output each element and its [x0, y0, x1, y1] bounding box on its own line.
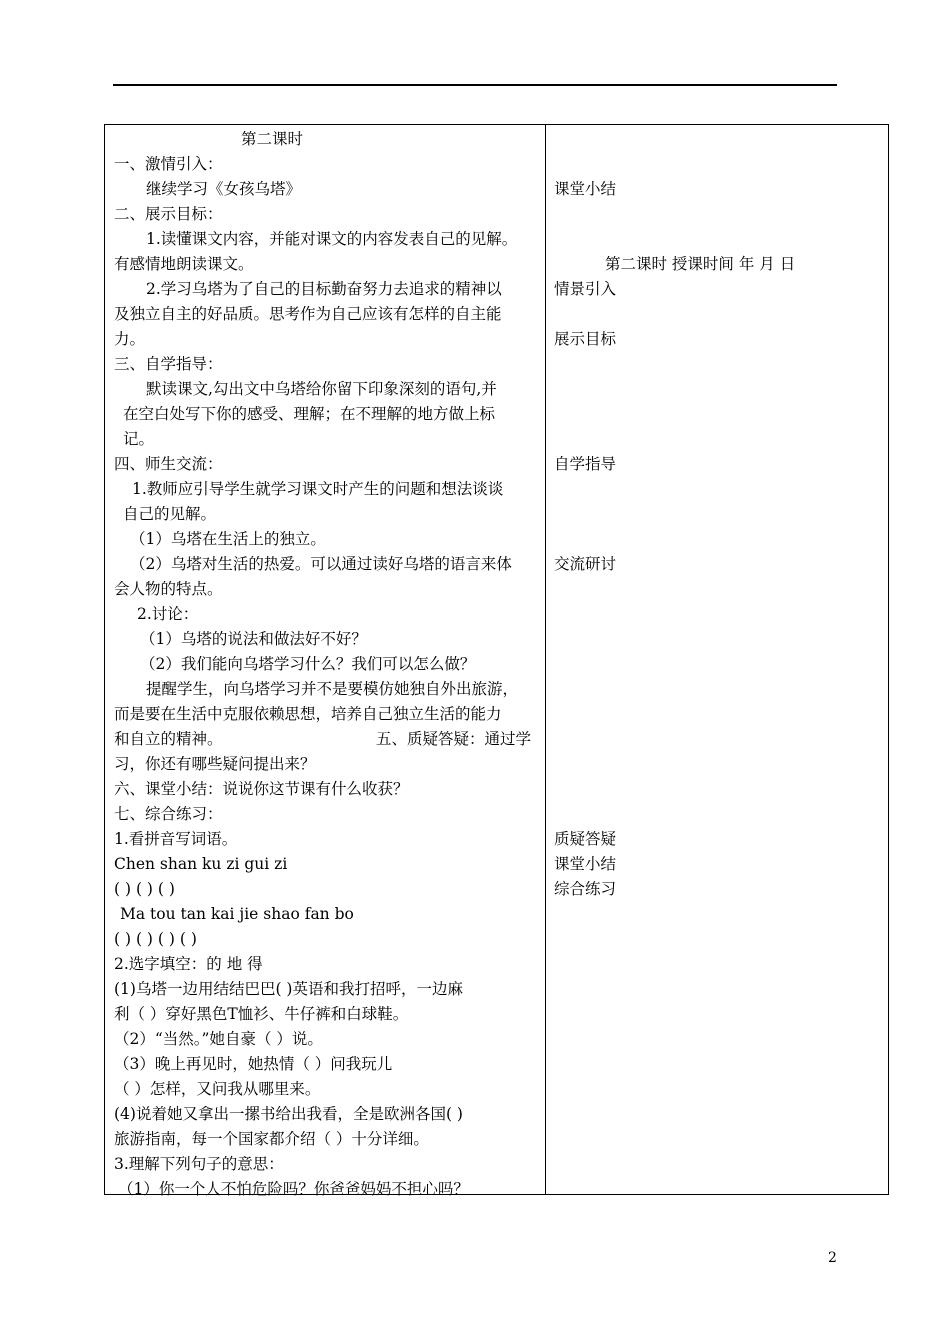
- lesson-plan-table: [104, 124, 889, 1198]
- text-line: 继续学习《女孩乌塔》: [146, 180, 302, 198]
- text-line: 旅游指南，每一个国家都介绍（ ）十分详细。: [114, 1130, 429, 1148]
- text-line: 默读课文,勾出文中乌塔给你留下印象深刻的语句,并: [146, 380, 497, 398]
- pinyin-line: Chen shan ku zi gui zi: [114, 855, 288, 873]
- lesson-title: 第二课时: [241, 130, 304, 148]
- section-heading: 七、综合练习：: [114, 805, 223, 823]
- text-line: 2.学习乌塔为了自己的目标勤奋努力去追求的精神以: [146, 280, 502, 298]
- text-line: 而是要在生活中克服依赖思想，培养自己独立生活的能力: [114, 705, 502, 723]
- text-line: （2）我们能向乌塔学习什么？我们可以怎么做？: [140, 655, 476, 673]
- answer-blanks: ( ) ( ) ( ) ( ): [114, 930, 197, 948]
- stage-label: 质疑答疑: [554, 830, 617, 848]
- text-line: 习，你还有哪些疑问提出来？: [114, 755, 316, 773]
- section-heading: 四、师生交流：: [114, 455, 223, 473]
- page-number: 2: [828, 1250, 837, 1266]
- stage-label: 展示目标: [554, 330, 617, 348]
- text-line: （1）你一个人不怕危险吗？你爸爸妈妈不担心吗？: [118, 1180, 469, 1198]
- answer-blanks: ( ) ( ) ( ): [114, 880, 175, 898]
- text-line: (4)说着她又拿出一摞书给出我看，全是欧洲各国( ): [114, 1105, 463, 1123]
- text-line: 在空白处写下你的感受、理解；在不理解的地方做上标: [123, 405, 496, 423]
- column-divider: [545, 125, 546, 1194]
- text-line: （ ）怎样，又问我从哪里来。: [114, 1080, 321, 1098]
- exercise-title: 1.看拼音写词语。: [114, 830, 238, 848]
- text-line: 2.讨论：: [137, 605, 199, 623]
- pinyin-line: Ma tou tan kai jie shao fan bo: [120, 905, 354, 923]
- text-line: 及独立自主的好品质。思考作为自己应该有怎样的自主能: [114, 305, 502, 323]
- text-line: （2）“当然。”她自豪（ ）说。: [114, 1030, 323, 1048]
- text-line: 和自立的精神。: [114, 730, 223, 748]
- text-line: 利（ ）穿好黑色T恤衫、牛仔裤和白球鞋。: [114, 1005, 409, 1023]
- text-line: 1.教师应引导学生就学习课文时产生的问题和想法谈谈: [132, 480, 504, 498]
- text-line: 记。: [123, 430, 155, 448]
- section-heading: 二、展示目标：: [114, 205, 223, 223]
- stage-label: 课堂小结: [554, 180, 617, 198]
- stage-label: 综合练习: [554, 880, 617, 898]
- lesson-time-header: 第二课时 授课时间 年 月 日: [605, 255, 796, 273]
- text-line: 有感情地朗读课文。: [114, 255, 254, 273]
- section-heading: 六、课堂小结：说说你这节课有什么收获？: [114, 780, 409, 798]
- text-line: 自己的见解。: [123, 505, 217, 523]
- section-heading: 五、质疑答疑：通过学: [376, 730, 532, 748]
- exercise-title: 2.选字填空：的 地 得: [114, 955, 263, 973]
- text-line: 提醒学生，向乌塔学习并不是要模仿她独自外出旅游，: [146, 680, 519, 698]
- text-line: （2）乌塔对生活的热爱。可以通过读好乌塔的语言来体: [130, 555, 512, 573]
- stage-label: 情景引入: [554, 280, 617, 298]
- text-line: 会人物的特点。: [114, 580, 223, 598]
- stage-label: 交流研讨: [554, 555, 617, 573]
- section-heading: 三、自学指导：: [114, 355, 223, 373]
- text-line: （3）晚上再见时，她热情（ ）问我玩儿: [114, 1055, 393, 1073]
- text-line: 力。: [114, 330, 146, 348]
- text-line: （1）乌塔在生活上的独立。: [130, 530, 326, 548]
- text-line: 1.读懂课文内容，并能对课文的内容发表自己的见解。: [146, 230, 518, 248]
- text-line: （1）乌塔的说法和做法好不好？: [140, 630, 367, 648]
- stage-label: 课堂小结: [554, 855, 617, 873]
- stage-label: 自学指导: [554, 455, 617, 473]
- header-rule: [113, 84, 837, 86]
- section-heading: 一、激情引入：: [114, 155, 223, 173]
- exercise-title: 3.理解下列句子的意思：: [114, 1155, 284, 1173]
- text-line: (1)乌塔一边用结结巴巴( )英语和我打招呼，一边麻: [114, 980, 463, 998]
